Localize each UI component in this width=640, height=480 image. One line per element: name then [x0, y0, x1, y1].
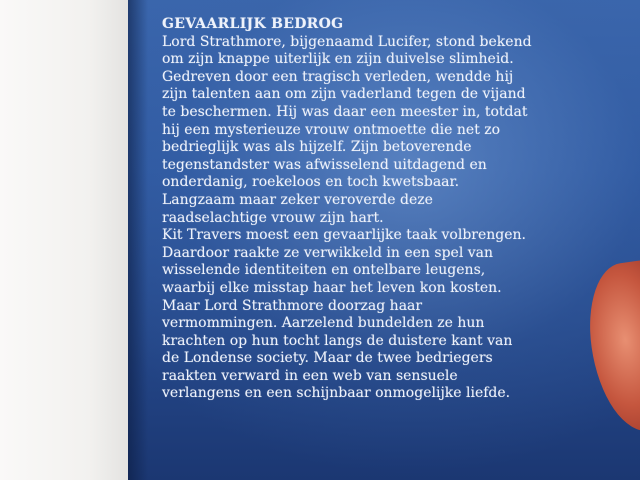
blurb-line: om zijn knappe uiterlijk en zijn duivelse slimheid.: [162, 51, 514, 68]
blurb-line: onderdanig, roekeloos en toch kwetsbaar.: [162, 174, 460, 191]
blurb-line: bedrieglijk was als hijzelf. Zijn betoverende: [162, 139, 472, 156]
blurb-line: krachten op hun tocht langs de duistere kant van: [162, 332, 513, 349]
blurb-line: tegenstandster was afwisselend uitdagend en: [162, 156, 487, 173]
blurb-line: zijn talenten aan om zijn vaderland tegen de vijand: [162, 86, 526, 103]
blurb-line: hij een mysterieuze vrouw ontmoette die net zo: [162, 121, 501, 138]
cover-spine-shadow: [128, 0, 148, 480]
blurb-line: Maar Lord Strathmore doorzag haar: [162, 297, 423, 314]
blurb-line: Langzaam maar zeker veroverde deze: [162, 191, 433, 208]
white-page-edge: [0, 0, 128, 480]
blurb-line: wisselende identiteiten en ontelbare leugens,: [162, 262, 486, 279]
blurb-line: waarbij elke misstap haar het leven kon kosten.: [162, 279, 502, 296]
blurb-line: raadselachtige vrouw zijn hart.: [162, 209, 384, 226]
book-back-cover: [128, 0, 640, 480]
blurb-line: vermommingen. Aarzelend bundelden ze hun: [162, 315, 485, 332]
blurb-line: Lord Strathmore, bijgenaamd Lucifer, stond bekend: [162, 33, 532, 50]
blurb-line: Gedreven door een tragisch verleden, wendde hij: [162, 68, 514, 85]
blurb-line: verlangens en een schijnbaar onmogelijke liefde.: [162, 385, 511, 402]
blurb-line: Kit Travers moest een gevaarlijke taak volbrengen.: [162, 227, 526, 244]
blurb-title: GEVAARLIJK BEDROG: [162, 16, 344, 32]
blurb-text-block: [162, 16, 562, 403]
blurb-line: te beschermen. Hij was daar een meester in, totdat: [162, 103, 528, 120]
blurb-line: raakten verward in een web van sensuele: [162, 367, 458, 384]
blurb-line: de Londense society. Maar de twee bedriegers: [162, 350, 493, 367]
cover-figure-arm: [581, 257, 640, 437]
blurb-line: Daardoor raakte ze verwikkeld in een spel van: [162, 244, 494, 261]
